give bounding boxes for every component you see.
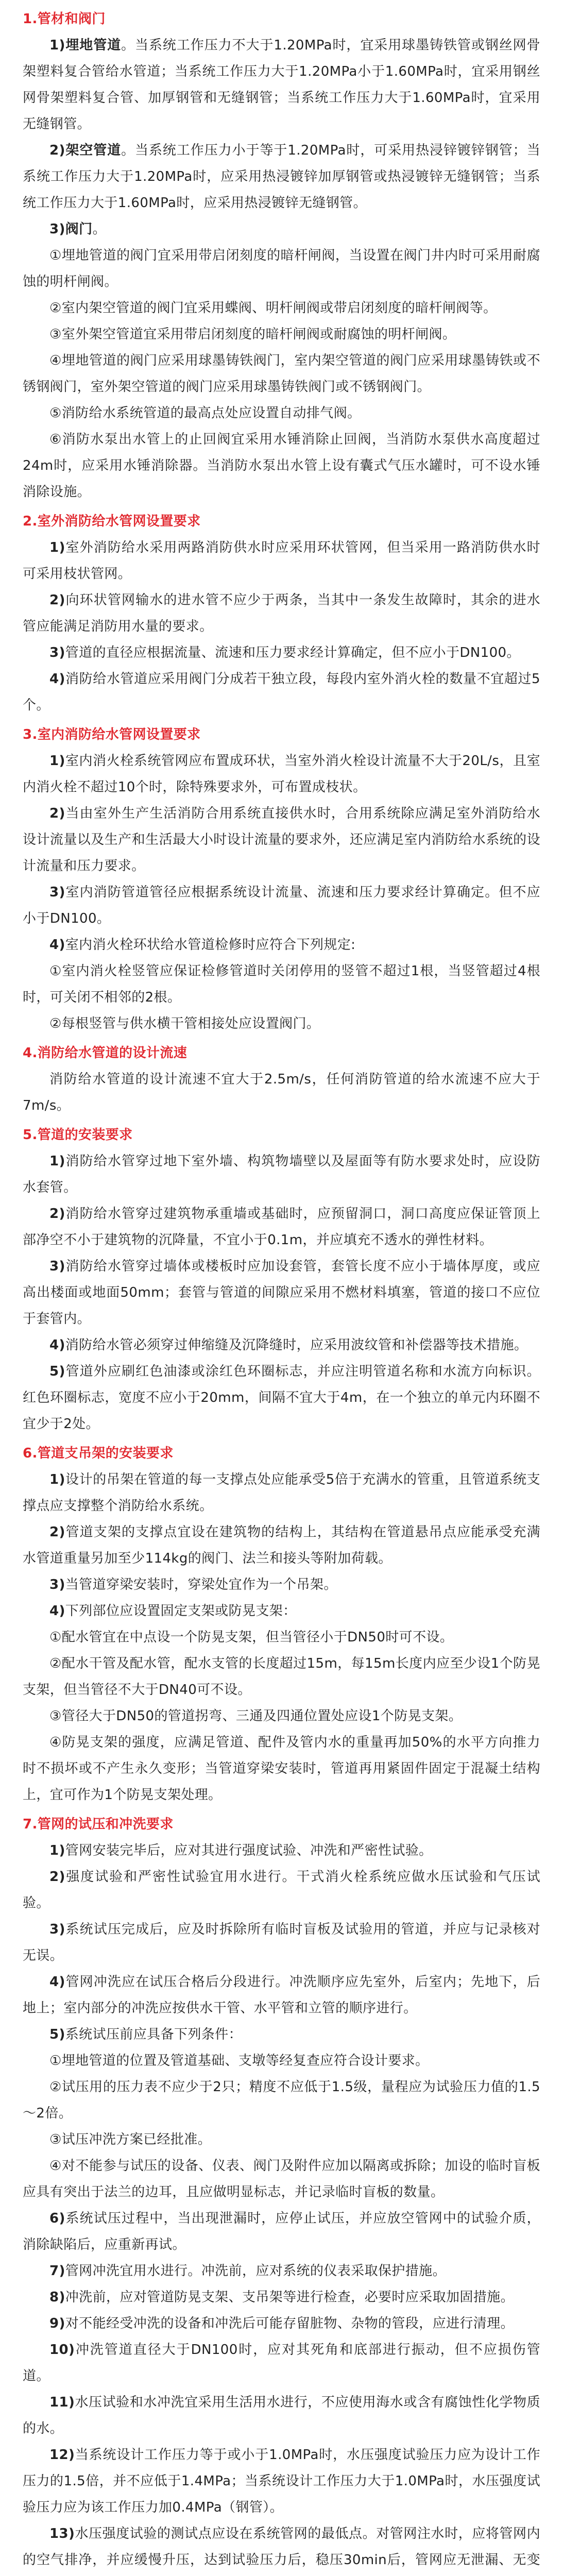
paragraph — [23, 2284, 540, 2311]
paragraph-text: 系统试压过程中，当出现泄漏时，应停止试压，并应放空管网中的试验介质，消除缺陷后，应重新再试。 — [23, 2211, 540, 2252]
paragraph — [23, 879, 540, 932]
paragraph-text: 消防给水管道应采用阀门分成若干独立段，每段内室外消火栓的数量不宜超过5个。 — [23, 671, 540, 713]
paragraph-text: 室内消火栓系统管网应布置成环状，当室外消火栓设计流量不大于20L/s，且室内消火栓不超过10个时，除特殊要求外，可布置成枝状。 — [23, 753, 540, 795]
paragraph-text: 设计的吊架在管道的每一支撑点处应能承受5倍于充满水的管重，且管道系统支撑点应支撑整个消防给水系统。 — [23, 1472, 540, 1514]
paragraph-text: 消防给水管穿过墙体或楼板时应加设套管，套管长度不应小于墙体厚度，或应高出楼面或地面50mm；套管与管道的间隙应采用不燃材料填塞，管道的接口不应位于套管内。 — [23, 1259, 540, 1327]
paragraph — [23, 32, 540, 138]
paragraph-number: 13) — [49, 2526, 75, 2541]
section — [23, 1040, 540, 1119]
paragraph-number: 1) — [49, 1154, 65, 1169]
paragraph-number: 1) — [49, 1843, 65, 1858]
paragraph — [23, 138, 540, 216]
paragraph-text: ④防晃支架的强度，应满足管道、配件及管内水的重量再加50%的水平方向推力时不损坏或不产生永久变形；当管道穿梁安装时，管道再用紧固件固定于混凝土结构上，宜可作为1个防晃支架处理。 — [23, 1735, 540, 1803]
paragraph — [23, 2127, 540, 2153]
paragraph — [23, 1703, 540, 1730]
section-title: 2.室外消防给水管网设置要求 — [23, 514, 201, 529]
paragraph-text: ①埋地管道的阀门宜采用带启闭刻度的暗杆闸阀，当设置在阀门井内时可采用耐腐蚀的明杆闸阀。 — [23, 248, 540, 290]
paragraph-number: 4) — [49, 937, 65, 953]
paragraph-text: ②试压用的压力表不应少于2只；精度不应低于1.5级，量程应为试验压力值的1.5～2倍。 — [23, 2079, 540, 2121]
paragraph — [23, 295, 540, 321]
section-title: 3.室内消防给水管网设置要求 — [23, 727, 201, 742]
paragraph — [23, 348, 540, 400]
paragraph-text: 室内消防管道管径应根据系统设计流量、流速和压力要求经计算确定。但不应小于DN100。 — [23, 885, 540, 926]
paragraph-number: 2) — [49, 1524, 65, 1540]
paragraph-text: ③试压冲洗方案已经批准。 — [49, 2132, 212, 2147]
paragraph — [23, 2206, 540, 2258]
paragraph-text: 冲洗管道直径大于DN100时，应对其死角和底部进行振动，但不应损伤管道。 — [23, 2342, 540, 2384]
paragraph-text: 系统试压前应具备下列条件： — [65, 2027, 242, 2042]
paragraph-label: 架空管道 — [65, 143, 122, 158]
paragraph-number: 12) — [49, 2447, 75, 2463]
section-title: 4.消防给水管道的设计流速 — [23, 1045, 187, 1061]
paragraph — [23, 801, 540, 879]
paragraph — [23, 666, 540, 719]
paragraph-text: 消防给水管穿过建筑物承重墙或基础时，应预留洞口，洞口高度应保证管顶上部净空不小于建筑物的沉降量，不宜小于0.1m，并应填充不透水的弹性材料。 — [23, 1206, 540, 1248]
paragraph-text: ③管径大于DN50的管道拐弯、三通及四通位置处应设1个防晃支架。 — [49, 1708, 463, 1724]
paragraph — [23, 427, 540, 505]
paragraph-text: 管网安装完毕后，应对其进行强度试验、冲洗和严密性试验。 — [65, 1843, 433, 1858]
paragraph-text: 当系统设计工作压力等于或小于1.0MPa时，水压强度试验压力应为设计工作压力的1.5倍，并不应低于1.4MPa；当系统设计工作压力大于1.0MPa时，水压强度试验压力应为该工作压力加0.4MPa（钢管）。 — [23, 2447, 540, 2515]
paragraph-text: 水压强度试验的测试点应设在系统管网的最低点。对管网注水时，应将管网内的空气排净，并应缓慢升压，达到试验压力后，稳压30min后，管网应无泄漏、无变 — [23, 2526, 540, 2568]
paragraph-number: 3) — [49, 645, 65, 660]
paragraph-text: 消防给水管道的设计流速不宜大于2.5m/s，任何消防管道的给水流速不应大于7m/s。 — [23, 1072, 540, 1113]
paragraph — [23, 2258, 540, 2284]
paragraph — [23, 535, 540, 587]
paragraph-number: 10) — [49, 2342, 75, 2358]
paragraph-text: ①室内消火栓竖管应保证检修管道时关闭停用的竖管不超过1根，当竖管超过4根时，可关闭不相邻的2根。 — [23, 963, 540, 1005]
paragraph-text: 管道支架的支撑点宜设在建筑物的结构上，其结构在管道悬吊点应能承受充满水管道重量另加至少114kg的阀门、法兰和接头等附加荷载。 — [23, 1524, 540, 1566]
paragraph-text: ⑥消防水泵出水管上的止回阀宜采用水锤消除止回阀，当消防水泵供水高度超过24m时，应采用水锤消除器。当消防水泵出水管上设有囊式气压水罐时，可不设水锤消除设施。 — [23, 432, 540, 500]
paragraph-text: 系统试压完成后，应及时拆除所有临时盲板及试验用的管道，并应与记录核对无误。 — [23, 1922, 540, 1963]
paragraph — [23, 1253, 540, 1332]
paragraph-text: ⑤消防给水系统管道的最高点处应设置自动排气阀。 — [49, 405, 361, 421]
paragraph-text: 向环状管网输水的进水管不应少于两条，当其中一条发生故障时，其余的进水管应能满足消防用水量的要求。 — [23, 592, 540, 634]
paragraph — [23, 243, 540, 295]
paragraph-text: 强度试验和严密性试验宜用水进行。干式消火栓系统应做水压试验和气压试验。 — [23, 1869, 540, 1911]
paragraph-number: 3) — [49, 1259, 65, 1274]
paragraph-text: 冲洗前，应对管道防晃支架、支吊架等进行检查，必要时应采取加固措施。 — [65, 2290, 514, 2305]
paragraph-number: 5) — [49, 2027, 65, 2042]
paragraph-number: 4) — [49, 1974, 65, 1990]
paragraph-text: 管网冲洗宜用水进行。冲洗前，应对系统的仪表采取保护措施。 — [65, 2263, 446, 2279]
paragraph-text: 下列部位应设置固定支架或防晃支架： — [65, 1603, 297, 1619]
paragraph — [23, 321, 540, 348]
paragraph — [23, 1917, 540, 1969]
paragraph — [23, 2048, 540, 2074]
paragraph-text: 。当系统工作压力不大于1.20MPa时，宜采用球墨铸铁管或钢丝网骨架塑料复合管给水管道；当系统工作压力大于1.20MPa小于1.60MPa时，宜采用钢丝网骨架塑料复合管、加厚钢管和无缝钢管；当系统工作压力大于1.60MPa时，宜采用无缝钢管。 — [23, 38, 541, 132]
paragraph-text: 消防给水管必须穿过伸缩缝及沉降缝时，应采用波纹管和补偿器等技术措施。 — [65, 1337, 528, 1353]
paragraph-text: 管道的直径应根据流量、流速和压力要求经计算确定，但不应小于DN100。 — [65, 645, 520, 660]
paragraph-text: ④对不能参与试压的设备、仪表、阀门及附件应加以隔离或拆除；加设的临时盲板应具有突出于法兰的边耳，且应做明显标志，并记录临时盲板的数量。 — [23, 2158, 540, 2200]
paragraph — [23, 1519, 540, 1572]
paragraph-text: ③室外架空管道宜采用带启闭刻度的暗杆闸阀或耐腐蚀的明杆闸阀。 — [49, 327, 456, 342]
section — [23, 722, 540, 1037]
paragraph — [23, 2074, 540, 2127]
paragraph — [23, 932, 540, 958]
paragraph — [23, 1467, 540, 1519]
paragraph-text: ②室内架空管道的阀门宜采用蝶阀、明杆闸阀或带启闭刻度的暗杆闸阀等。 — [49, 300, 497, 316]
paragraph-label: 埋地管道 — [65, 38, 122, 53]
paragraph — [23, 587, 540, 640]
paragraph-text: 管道外应刷红色油漆或涂红色环圈标志，并应注明管道名称和水流方向标识。红色环圈标志，宽度不应小于20mm，间隔不宜大于4m，在一个独立的单元内环圈不宜少于2处。 — [23, 1364, 540, 1432]
paragraph — [23, 1598, 540, 1624]
section — [23, 6, 540, 505]
paragraph — [23, 1969, 540, 2022]
paragraph-text: 室内消火栓环状给水管道检修时应符合下列规定: — [65, 937, 356, 953]
paragraph — [23, 1838, 540, 1864]
paragraph-number: 9) — [49, 2316, 65, 2331]
paragraph-number: 3) — [49, 1922, 65, 1937]
paragraph — [23, 2337, 540, 2389]
paragraph — [23, 2311, 540, 2337]
paragraph-number: 2) — [49, 143, 65, 158]
paragraph-text: ④埋地管道的阀门应采用球墨铸铁阀门，室内架空管道的阀门应采用球墨铸铁或不锈钢阀门，室外架空管道的阀门应采用球墨铸铁阀门或不锈钢阀门。 — [23, 353, 540, 395]
section-title: 7.管网的试压和冲洗要求 — [23, 1817, 174, 1832]
paragraph — [23, 1148, 540, 1201]
paragraph-text: 当管道穿梁安装时，穿梁处宜作为一个吊架。 — [65, 1577, 337, 1592]
paragraph-text: 当由室外生产生活消防合用系统直接供水时，合用系统除应满足室外消防给水设计流量以及生产和生活最大小时设计流量的要求外，还应满足室内消防给水系统的设计流量和压力要求。 — [23, 806, 540, 874]
paragraph-text: 。 — [92, 222, 106, 237]
paragraph — [23, 1864, 540, 1917]
paragraph — [23, 958, 540, 1011]
paragraph — [23, 1572, 540, 1598]
paragraph-number: 11) — [49, 2395, 75, 2410]
paragraph — [23, 2442, 540, 2521]
paragraph-number: 7) — [49, 2263, 65, 2279]
paragraph-text: ①埋地管道的位置及管道基础、支墩等经复查应符合设计要求。 — [49, 2053, 429, 2069]
paragraph-number: 3) — [49, 885, 65, 900]
paragraph-text: 。当系统工作压力小于等于1.20MPa时，可采用热浸锌镀锌钢管；当系统工作压力大于1.20MPa时，应采用热浸镀锌加厚钢管或热浸镀锌无缝钢管；当系统工作压力大于1.60MPa时，应采用热浸镀锌无缝钢管。 — [23, 143, 541, 211]
paragraph-text: ①配水管宜在中点设一个防晃支架，但当管径小于DN50时可不设。 — [49, 1630, 454, 1645]
paragraph — [23, 2389, 540, 2442]
paragraph-label: 阀门 — [65, 222, 93, 237]
paragraph — [23, 1651, 540, 1703]
paragraph-number: 6) — [49, 2211, 65, 2226]
paragraph-number: 4) — [49, 1603, 65, 1619]
section — [23, 1811, 540, 2576]
paragraph-number: 3) — [49, 222, 65, 237]
paragraph-number: 4) — [49, 671, 65, 687]
section — [23, 509, 540, 719]
paragraph — [23, 2153, 540, 2206]
paragraph-number: 8) — [49, 2290, 65, 2305]
paragraph-text: ②每根竖管与供水横干管相接处应设置阀门。 — [49, 1016, 320, 1031]
paragraph-number: 1) — [49, 753, 65, 769]
paragraph-number: 2) — [49, 592, 65, 608]
paragraph — [23, 1011, 540, 1037]
paragraph — [23, 1066, 540, 1119]
paragraph-text: 室外消防给水采用两路消防供水时应采用环状管网，但当采用一路消防供水时可采用枝状管网。 — [23, 540, 540, 582]
paragraph-number: 4) — [49, 1337, 65, 1353]
paragraph-text: 消防给水管穿过地下室外墙、构筑物墙壁以及屋面等有防水要求处时，应设防水套管。 — [23, 1154, 540, 1195]
paragraph-number: 1) — [49, 1472, 65, 1487]
section-title: 1.管材和阀门 — [23, 11, 106, 27]
paragraph — [23, 1332, 540, 1359]
paragraph-number: 2) — [49, 806, 65, 821]
section-title: 5.管道的安装要求 — [23, 1127, 133, 1143]
paragraph-text: 管网冲洗应在试压合格后分段进行。冲洗顺序应先室外，后室内；先地下，后地上；室内部分的冲洗应按供水干管、水平管和立管的顺序进行。 — [23, 1974, 540, 2016]
paragraph-text: 对不能经受冲洗的设备和冲洗后可能存留脏物、杂物的管段，应进行清理。 — [65, 2316, 514, 2331]
paragraph-number: 1) — [49, 540, 65, 555]
paragraph — [23, 748, 540, 801]
paragraph-text: ②配水干管及配水管，配水支管的长度超过15m，每15m长度内应至少设1个防晃支架，但当管径不大于DN40可不设。 — [23, 1656, 540, 1698]
paragraph — [23, 640, 540, 666]
paragraph-number: 1) — [49, 38, 65, 53]
paragraph — [23, 1201, 540, 1253]
paragraph-text: 水压试验和水冲洗宜采用生活用水进行，不应使用海水或含有腐蚀性化学物质的水。 — [23, 2395, 540, 2436]
paragraph — [23, 216, 540, 243]
paragraph-number: 3) — [49, 1577, 65, 1592]
section-title: 6.管道支吊架的安装要求 — [23, 1446, 174, 1461]
paragraph-number: 5) — [49, 1364, 65, 1379]
paragraph — [23, 2521, 540, 2576]
paragraph — [23, 2022, 540, 2048]
paragraph-number: 2) — [49, 1206, 65, 1222]
paragraph — [23, 1359, 540, 1437]
section — [23, 1122, 540, 1437]
section — [23, 1440, 540, 1808]
paragraph — [23, 400, 540, 427]
paragraph — [23, 1624, 540, 1651]
paragraph-number: 2) — [49, 1869, 65, 1885]
paragraph — [23, 1730, 540, 1808]
